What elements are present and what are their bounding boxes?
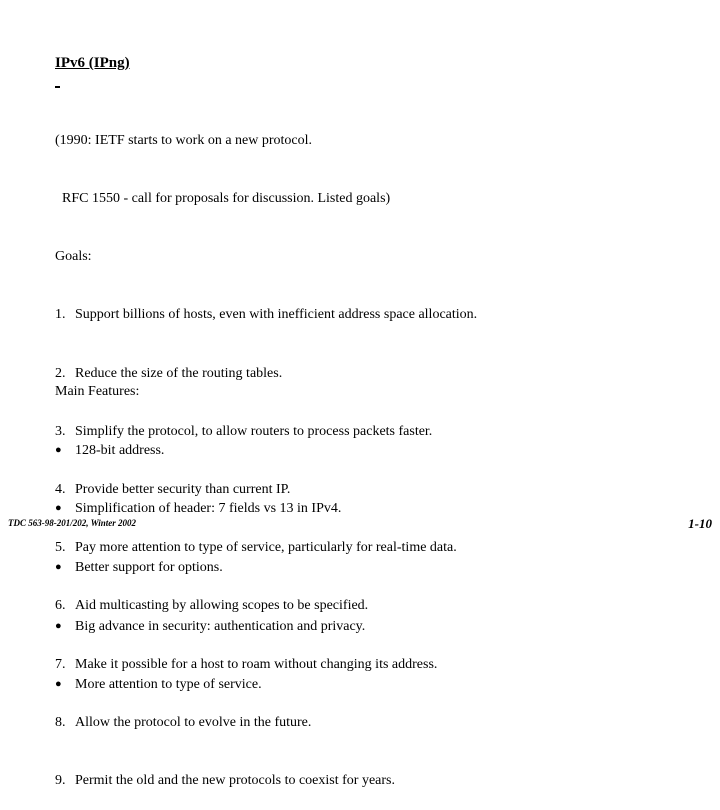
- goal-text: Permit the old and the new protocols to coexist for years.: [75, 773, 395, 789]
- feature-item: [55, 675, 365, 694]
- goal-text: Pay more attention to type of service, particularly for real-time data.: [75, 540, 457, 556]
- goal-number: 1.: [55, 307, 66, 323]
- bullet-icon: ●: [55, 502, 62, 515]
- features-heading: Main Features:: [55, 384, 140, 400]
- goal-text: Reduce the size of the routing tables.: [75, 365, 283, 381]
- feature-item: [55, 558, 365, 577]
- goal-number: 3.: [55, 423, 66, 439]
- goal-number: 5.: [55, 540, 66, 556]
- feature-item: [55, 441, 365, 460]
- intro-line: RFC 1550 - call for proposals for discussion. Listed goals): [62, 191, 391, 207]
- goal-number: 7.: [55, 656, 66, 672]
- intro-line: (1990: IETF starts to work on a new protocol.: [55, 132, 313, 148]
- goal-number: 4.: [55, 482, 66, 498]
- bullet-icon: ●: [55, 619, 62, 632]
- bullet-icon: ●: [55, 560, 62, 573]
- feature-text: More attention to type of service.: [75, 677, 262, 693]
- title-dash: [55, 86, 60, 88]
- footer-course: TDC 563-98-201/202, Winter 2002: [8, 518, 137, 528]
- feature-item: [55, 617, 365, 636]
- goal-item: [55, 771, 477, 790]
- goal-text: Simplify the protocol, to allow routers to process packets faster.: [75, 423, 433, 439]
- feature-text: Better support for options.: [75, 559, 223, 575]
- goal-text: Make it possible for a host to roam without changing its address.: [75, 656, 438, 672]
- goals-heading: Goals:: [55, 249, 92, 265]
- goal-text: Support billions of hosts, even with inefficient address space allocation.: [75, 307, 478, 323]
- slide-title: IPv6 (IPng): [55, 55, 130, 71]
- goal-text: Allow the protocol to evolve in the future.: [75, 714, 312, 730]
- goal-item: [55, 305, 477, 324]
- goal-number: 6.: [55, 598, 66, 614]
- goal-number: 2.: [55, 365, 66, 381]
- goal-number: 8.: [55, 714, 66, 730]
- feature-text: Big advance in security: authentication and privacy.: [75, 618, 366, 634]
- goal-item: [55, 713, 477, 732]
- features-block: [55, 343, 365, 714]
- bullet-icon: ●: [55, 443, 62, 456]
- feature-text: 128-bit address.: [75, 442, 165, 458]
- goal-text: Aid multicasting by allowing scopes to be specified.: [75, 598, 369, 614]
- goal-number: 9.: [55, 773, 66, 789]
- bullet-icon: ●: [55, 678, 62, 691]
- feature-item: [55, 499, 365, 518]
- feature-text: Simplification of header: 7 fields vs 13 in IPv4.: [75, 501, 342, 517]
- goal-text: Provide better security than current IP.: [75, 482, 291, 498]
- page-number: 1-10: [688, 516, 712, 531]
